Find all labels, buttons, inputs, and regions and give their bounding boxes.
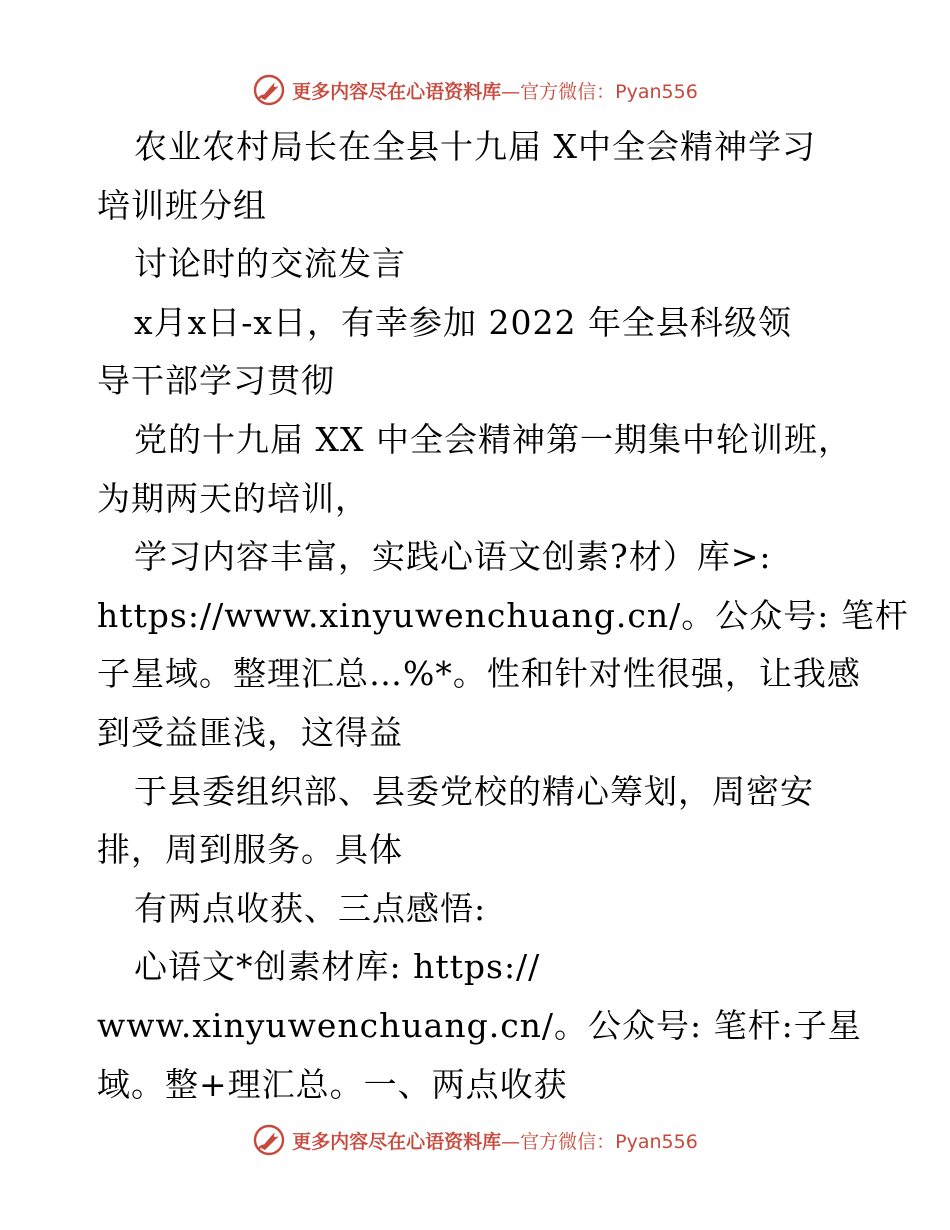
text-line: 于县委组织部、县委党校的精心筹划，周密安 — [134, 771, 814, 811]
header-banner-text — [292, 77, 698, 104]
text-line: https://www.xinyuwenchuang.cn/。公众号: 笔杆 — [97, 595, 909, 635]
text-line: 学习内容丰富，实践心语文创素?材）库>: — [134, 537, 772, 577]
banner-contact: 官方微信：Pyan556 — [520, 80, 698, 103]
banner-lead: 更多内容尽在心语资料库 — [292, 1130, 502, 1153]
document-body — [97, 118, 909, 1114]
text-line: 农业农村局长在全县十九届 X中全会精神学习 — [134, 127, 816, 166]
text-line: 子星域。整理汇总…%*。性和针对性很强，让我感 — [97, 654, 861, 694]
text-line: 讨论时的交流发言 — [134, 244, 406, 284]
text-line: 培训班分组 — [97, 185, 267, 225]
pen-nib-logo-icon — [252, 73, 286, 107]
footer-banner-text — [292, 1127, 698, 1154]
banner-lead: 更多内容尽在心语资料库 — [292, 80, 502, 103]
text-line: x月x日-x日，有幸参加 2022 年全县科级领 — [134, 302, 792, 342]
text-line: 心语文*创素材库: https:// — [134, 947, 541, 987]
header-banner — [0, 70, 950, 110]
text-line: 排，周到服务。具体 — [97, 830, 403, 870]
text-line: 有两点收获、三点感悟: — [134, 888, 487, 928]
text-line: 导干部学习贯彻 — [97, 361, 335, 401]
footer-banner — [0, 1120, 950, 1160]
text-line: 域。整+理汇总。一、两点收获 — [97, 1064, 568, 1104]
banner-dash: — — [501, 1130, 521, 1153]
text-line: 党的十九届 XX 中全会精神第一期集中轮训班， — [134, 419, 852, 459]
pen-nib-logo-icon — [252, 1123, 286, 1157]
text-line: 到受益匪浅，这得益 — [97, 712, 403, 752]
banner-contact: 官方微信：Pyan556 — [520, 1130, 698, 1153]
text-line: www.xinyuwenchuang.cn/。公众号: 笔杆:子星 — [97, 1005, 862, 1045]
banner-dash: — — [501, 80, 521, 103]
text-line: 为期两天的培训， — [97, 478, 369, 518]
